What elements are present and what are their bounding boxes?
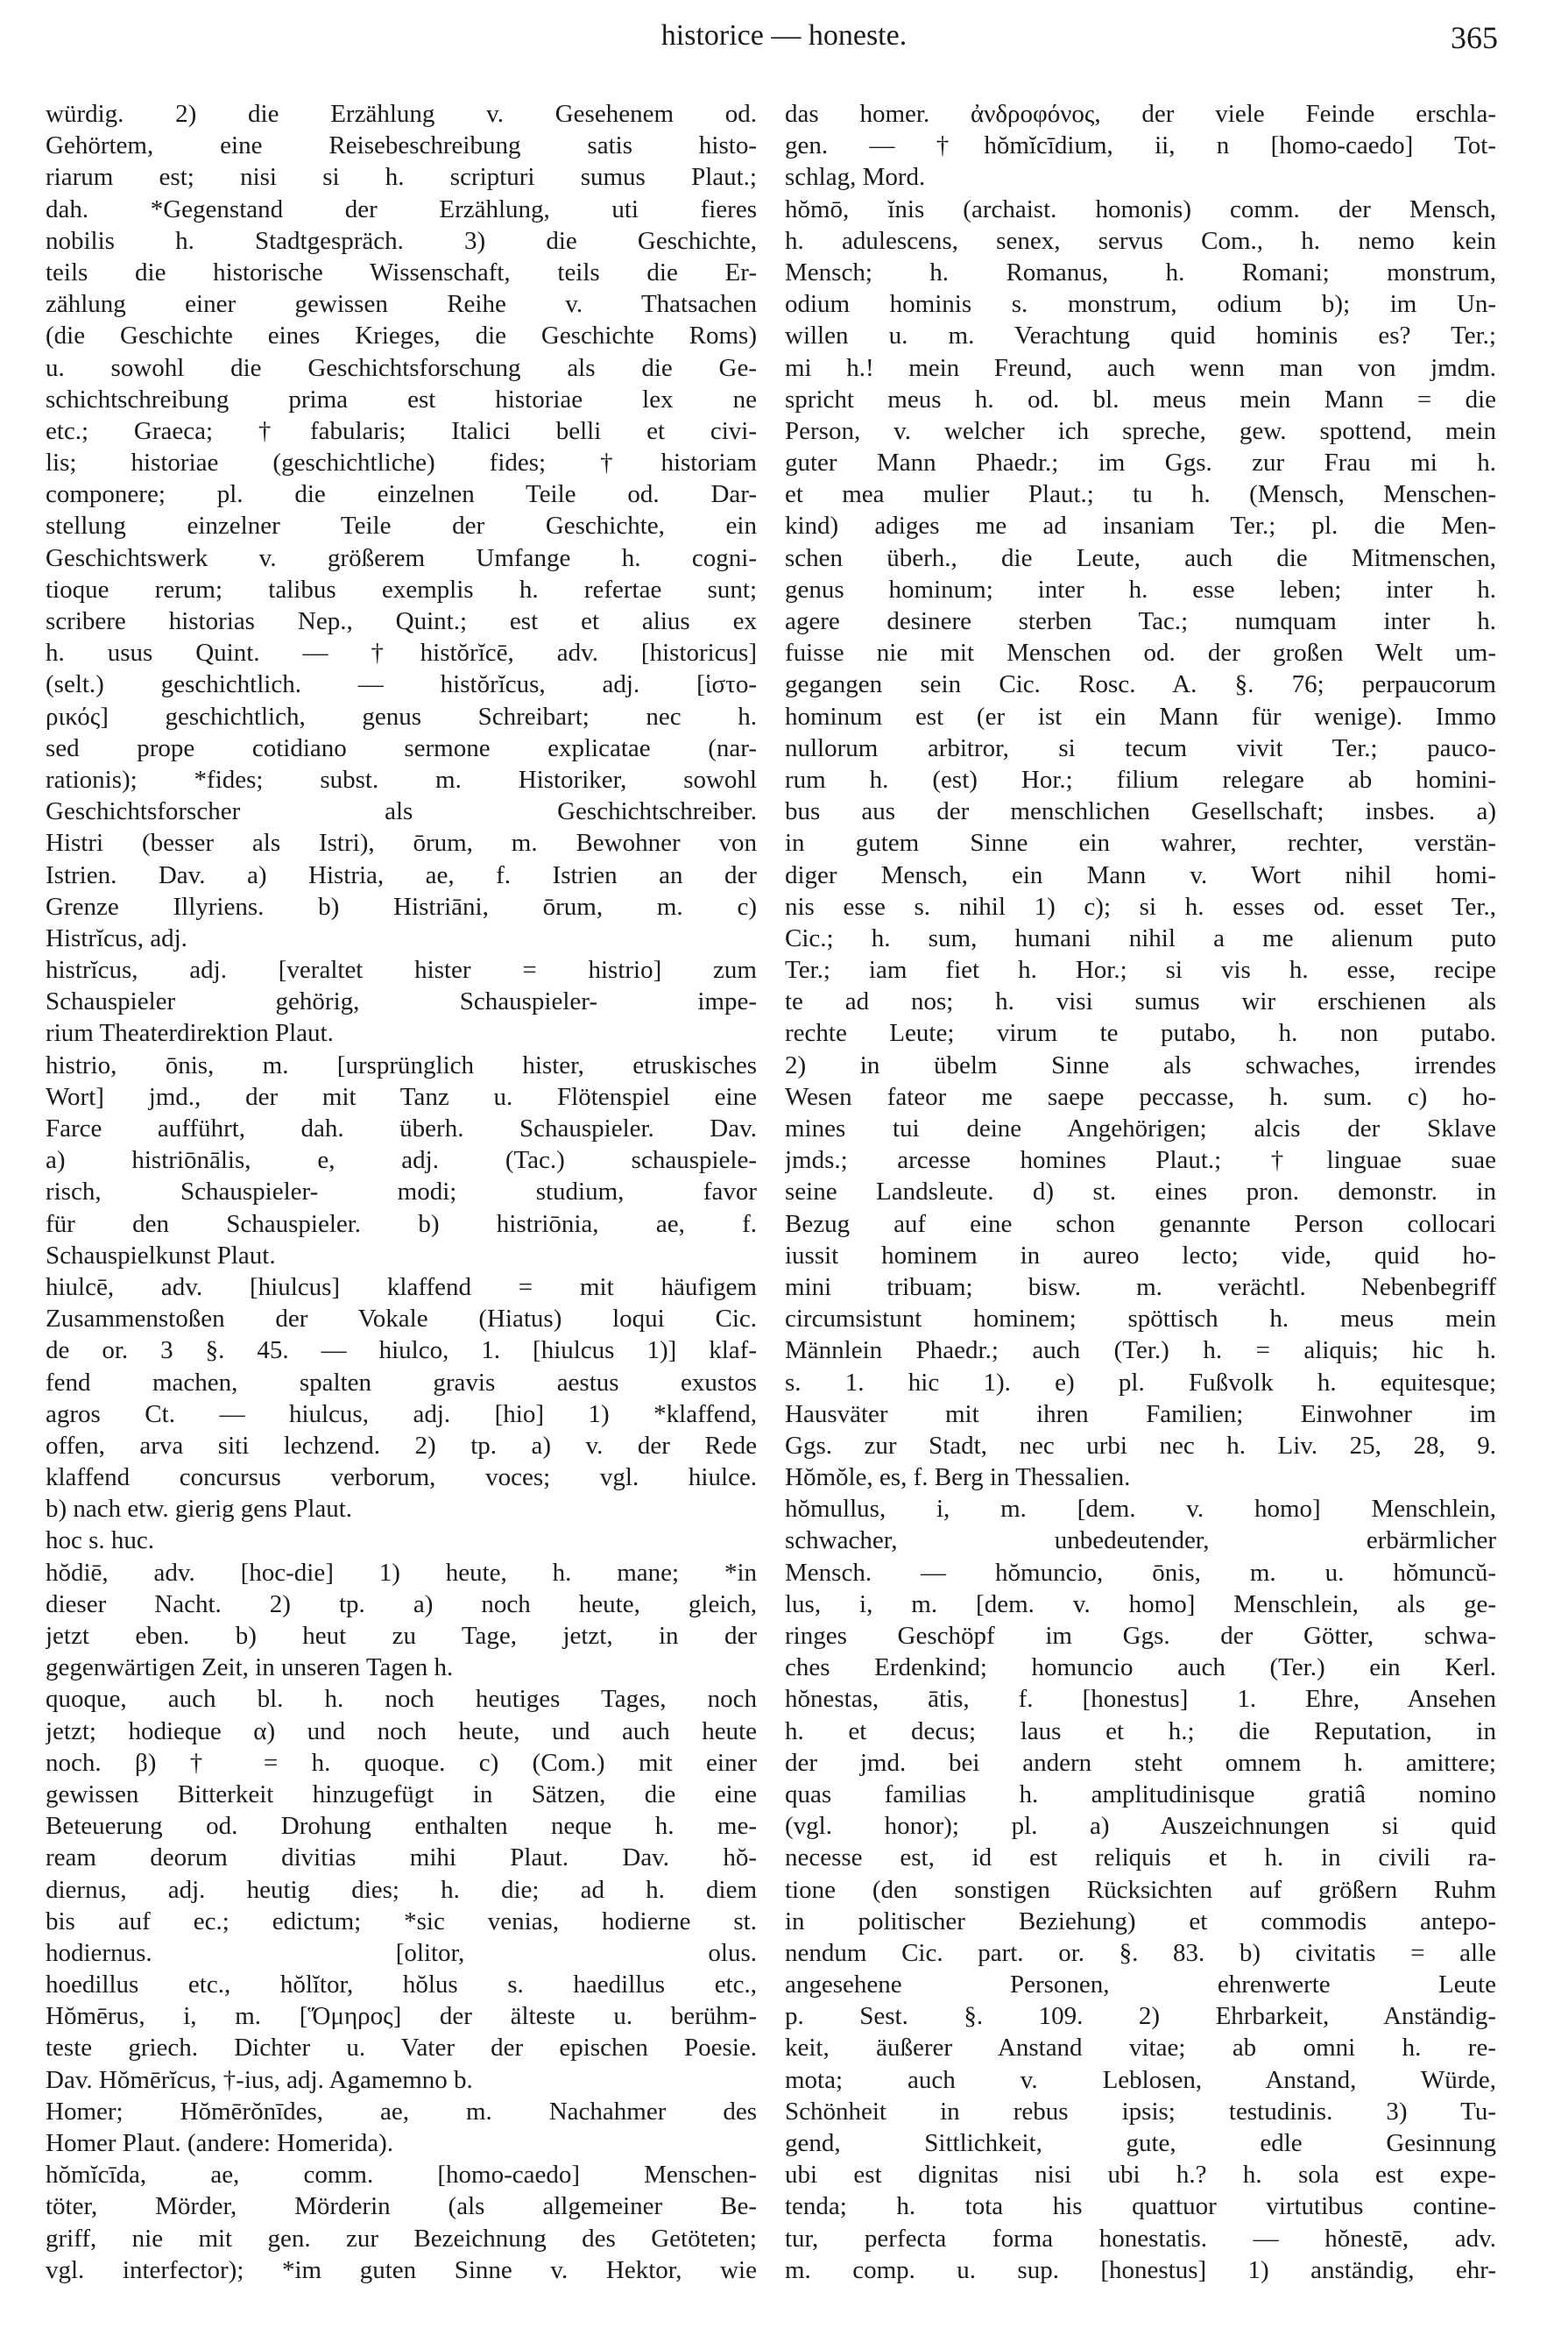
text-line: mini tribuam; bisw. m. verächtl. Nebenbegriff xyxy=(785,1272,1496,1301)
left-column xyxy=(46,98,757,2286)
text-line: Hŏmŏle, es, f. Berg in Thessalien. xyxy=(785,1463,1131,1492)
text-line: in gutem Sinne ein wahrer, rechter, verstän- xyxy=(785,829,1496,858)
text-line: h. adulescens, senex, servus Com., h. nemo kein xyxy=(785,226,1496,255)
text-line: gen. — †hŏmĭcīdium, ii, n [homo-caedo] Tot- xyxy=(785,131,1496,160)
text-line: gegenwärtigen Zeit, in unseren Tagen h. xyxy=(46,1653,454,1682)
text-line: 2) in übelm Sinne als schwaches, irrendes xyxy=(785,1051,1496,1079)
text-line: töter, Mörder, Mörderin (als allgemeiner Be- xyxy=(46,2192,757,2221)
text-line: tenda; h. tota his quattuor virtutibus contine- xyxy=(785,2192,1496,2221)
text-line: h. usus Quint. — †histŏrĭcē, adv. [historicus] xyxy=(46,639,757,668)
text-line: Dav. Hŏmērĭcus, †-ius, adj. Agamemno b. xyxy=(46,2065,473,2094)
text-line: hodiernus. [olitor, olus. xyxy=(46,1938,757,1967)
text-line: Hausväter mit ihren Familien; Einwohner im xyxy=(785,1399,1496,1428)
text-line: gegangen sein Cic. Rosc. A. §. 76; perpaucorum xyxy=(785,670,1496,699)
text-line: guter Mann Phaedr.; im Ggs. zur Frau mi h. xyxy=(785,449,1496,478)
text-line: angesehene Personen, ehrenwerte Leute xyxy=(785,1971,1496,1999)
text-line: Farce aufführt, dah. überh. Schauspieler. Dav. xyxy=(46,1114,757,1143)
text-line: hoc s. huc. xyxy=(46,1526,155,1555)
text-line: Histrĭcus, adj. xyxy=(46,923,187,952)
text-line: schwacher, unbedeutender, erbärmlicher xyxy=(785,1526,1496,1555)
page-header xyxy=(0,19,1568,63)
text-line: jmds.; arcesse homines Plaut.; †linguae suae xyxy=(785,1146,1496,1175)
text-line: Istrien. Dav. a) Histria, ae, f. Istrien an der xyxy=(46,860,757,889)
text-line: genus hominum; inter h. esse leben; inter h. xyxy=(785,575,1496,604)
text-line: sed prope cotidiano sermone explicatae (nar- xyxy=(46,733,757,762)
text-line: m. comp. u. sup. [honestus] 1) anständig, ehr- xyxy=(785,2255,1496,2284)
text-line: mines tui deine Angehörigen; alcis der Sklave xyxy=(785,1114,1496,1143)
text-line: Gehörtem, eine Reisebeschreibung satis histo- xyxy=(46,131,757,160)
text-line: hiulcē, adv. [hiulcus] klaffend = mit häufigem xyxy=(46,1272,757,1301)
text-line: h. et decus; laus et h.; die Reputation, in xyxy=(785,1716,1496,1745)
text-line: Bezug auf eine schon genannte Person collocari xyxy=(785,1209,1496,1238)
text-line: noch. β) † = h. quoque. c) (Com.) mit einer xyxy=(46,1748,757,1777)
text-line: teste griech. Dichter u. Vater der epischen Poesie. xyxy=(46,2034,757,2063)
text-line: bus aus der menschlichen Gesellschaft; insbes. a) xyxy=(785,797,1496,826)
text-line: risch, Schauspieler- modi; studium, favor xyxy=(46,1178,757,1206)
text-line: ubi est dignitas nisi ubi h.? h. sola est expe- xyxy=(785,2161,1496,2190)
text-line: Beteuerung od. Drohung enthalten neque h. me- xyxy=(46,1812,757,1841)
text-line: agros Ct. — hiulcus, adj. [hio] 1) *klaffend, xyxy=(46,1399,757,1428)
text-line: p. Sest. §. 109. 2) Ehrbarkeit, Anständig- xyxy=(785,2002,1496,2031)
text-line: mi h.! mein Freund, auch wenn man von jmdm. xyxy=(785,353,1496,382)
text-line: ches Erdenkind; homuncio auch (Ter.) ein Kerl. xyxy=(785,1653,1496,1682)
text-line: nobilis h. Stadtgespräch. 3) die Geschichte, xyxy=(46,226,757,255)
text-line: gend, Sittlichkeit, gute, edle Gesinnung xyxy=(785,2129,1496,2157)
text-line: s. 1. hic 1). e) pl. Fußvolk h. equitesque; xyxy=(785,1368,1496,1397)
text-line: jetzt; hodieque α) und noch heute, und auch heute xyxy=(46,1716,757,1745)
text-line: der jmd. bei andern steht omnem h. amittere; xyxy=(785,1748,1496,1777)
text-line: riarum est; nisi si h. scripturi sumus Plaut.; xyxy=(46,163,757,192)
text-line: Hŏmērus, i, m. [Ὅμηρος] der älteste u. berühm- xyxy=(46,2002,757,2031)
text-line: quoque, auch bl. h. noch heutiges Tages, noch xyxy=(46,1685,757,1714)
text-line: iussit hominem in aureo lecto; vide, quid ho- xyxy=(785,1241,1496,1270)
running-head: historice — honeste. xyxy=(660,19,908,52)
text-line: hŏnestas, ātis, f. [honestus] 1. Ehre, Ansehen xyxy=(785,1685,1496,1714)
text-line: rationis); *fides; subst. m. Historiker, sowohl xyxy=(46,765,757,794)
text-line: hŏdiē, adv. [hoc-die] 1) heute, h. mane; *in xyxy=(46,1558,757,1587)
page-number: 365 xyxy=(1451,20,1498,55)
text-line: nendum Cic. part. or. §. 83. b) civitatis = alle xyxy=(785,1938,1496,1967)
text-line: etc.; Graeca; †fabularis; Italici belli et civi- xyxy=(46,416,757,445)
text-line: Homer Plaut. (andere: Homerida). xyxy=(46,2129,393,2157)
text-line: te ad nos; h. visi sumus wir erschienen als xyxy=(785,987,1496,1016)
text-line: in politischer Beziehung) et commodis antepo- xyxy=(785,1907,1496,1935)
text-line: Männlein Phaedr.; auch (Ter.) h. = aliquis; hic h. xyxy=(785,1336,1496,1365)
text-line: hoedillus etc., hŏlĭtor, hŏlus s. haedillus etc., xyxy=(46,1971,757,1999)
text-line: (vgl. honor); pl. a) Auszeichnungen si quid xyxy=(785,1812,1496,1841)
text-line: gewissen Bitterkeit hinzugefügt in Sätzen, die eine xyxy=(46,1779,757,1808)
text-line: rechte Leute; virum te putabo, h. non putabo. xyxy=(785,1019,1496,1048)
text-line: et mea mulier Plaut.; tu h. (Mensch, Menschen- xyxy=(785,480,1496,509)
text-line: lus, i, m. [dem. v. homo] Menschlein, als ge- xyxy=(785,1589,1496,1618)
text-line: würdig. 2) die Erzählung v. Gesehenem od. xyxy=(46,100,757,128)
text-line: Ter.; iam fiet h. Hor.; si vis h. esse, recipe xyxy=(785,956,1496,985)
text-line: schichtschreibung prima est historiae lex ne xyxy=(46,385,757,414)
text-line: keit, äußerer Anstand vitae; ab omni h. re- xyxy=(785,2034,1496,2063)
text-line: das homer. ἀνδροφόνος, der viele Feinde erschla- xyxy=(785,100,1496,128)
text-line: hŏmullus, i, m. [dem. v. homo] Menschlein, xyxy=(785,1495,1496,1524)
text-line: klaffend concursus verborum, voces; vgl. hiulce. xyxy=(46,1463,757,1492)
text-line: offen, arva siti lechzend. 2) tp. a) v. der Rede xyxy=(46,1431,757,1460)
text-line: Mensch. — hŏmuncio, ōnis, m. u. hŏmuncŭ- xyxy=(785,1558,1496,1587)
text-line: ringes Geschöpf im Ggs. der Götter, schwa- xyxy=(785,1622,1496,1650)
text-line: ρικός] geschichtlich, genus Schreibart; nec h. xyxy=(46,702,757,731)
text-line: Mensch; h. Romanus, h. Romani; monstrum, xyxy=(785,258,1496,287)
text-line: diernus, adj. heutig dies; h. die; ad h. diem xyxy=(46,1875,757,1904)
text-line: tione (den sonstigen Rücksichten auf größern Ruhm xyxy=(785,1875,1496,1904)
text-line: tioque rerum; talibus exemplis h. refertae sunt; xyxy=(46,575,757,604)
text-line: hŏmō, ĭnis (archaist. homonis) comm. der Mensch, xyxy=(785,195,1496,223)
text-line: odium hominis s. monstrum, odium b); im Un- xyxy=(785,290,1496,319)
text-line: Ggs. zur Stadt, nec urbi nec h. Liv. 25, 28, 9. xyxy=(785,1431,1496,1460)
text-line: stellung einzelner Teile der Geschichte, ein xyxy=(46,512,757,541)
text-line: Histri (besser als Istri), ōrum, m. Bewohner von xyxy=(46,829,757,858)
text-line: Schönheit in rebus ipsis; testudinis. 3) Tu- xyxy=(785,2097,1496,2126)
text-line: Wesen fateor me saepe peccasse, h. sum. c) ho- xyxy=(785,1082,1496,1111)
right-column xyxy=(785,98,1496,2286)
text-line: necesse est, id est reliquis et h. in civili ra- xyxy=(785,1843,1496,1872)
text-line: hominum est (er ist ein Mann für wenige). Immo xyxy=(785,702,1496,731)
text-line: b) nach etw. gierig gens Plaut. xyxy=(46,1495,353,1524)
text-line: nis esse s. nihil 1) c); si h. esses od. esset Ter., xyxy=(785,892,1496,921)
text-line: ream deorum divitias mihi Plaut. Dav. hŏ- xyxy=(46,1843,757,1872)
text-line: scribere historias Nep., Quint.; est et alius ex xyxy=(46,607,757,635)
text-line: Person, v. welcher ich spreche, gew. spottend, mein xyxy=(785,416,1496,445)
text-line: Zusammenstoßen der Vokale (Hiatus) loqui Cic. xyxy=(46,1305,757,1334)
text-line: nullorum arbitror, si tecum vivit Ter.; pauco- xyxy=(785,733,1496,762)
text-line: de or. 3 §. 45. — hiulco, 1. [hiulcus 1)] klaf- xyxy=(46,1336,757,1365)
text-line: rium Theaterdirektion Plaut. xyxy=(46,1019,334,1048)
text-line: seine Landsleute. d) st. eines pron. demonstr. in xyxy=(785,1178,1496,1206)
text-line: Geschichtsforscher als Geschichtschreiber. xyxy=(46,797,757,826)
text-line: für den Schauspieler. b) histriōnia, ae, f. xyxy=(46,1209,757,1238)
text-line: dah. *Gegenstand der Erzählung, uti fieres xyxy=(46,195,757,223)
text-line: bis auf ec.; edictum; *sic venias, hodierne st. xyxy=(46,1907,757,1935)
text-line: a) histriōnālis, e, adj. (Tac.) schauspiele- xyxy=(46,1146,757,1175)
text-line: histrĭcus, adj. [veraltet hister = histrio] zum xyxy=(46,956,757,985)
text-line: griff, nie mit gen. zur Bezeichnung des Getöteten; xyxy=(46,2224,757,2253)
text-line: Homer; Hŏmērŏnīdes, ae, m. Nachahmer des xyxy=(46,2097,757,2126)
text-line: hŏmĭcīda, ae, comm. [homo-caedo] Menschen- xyxy=(46,2161,757,2190)
text-line: willen u. m. Verachtung quid hominis es? Ter.; xyxy=(785,322,1496,350)
text-line: (selt.) geschichtlich. — histŏrĭcus, adj. [ἱστο- xyxy=(46,670,757,699)
text-line: quas familias h. amplitudinisque gratiâ nomino xyxy=(785,1779,1496,1808)
text-line: schen überh., die Leute, auch die Mitmenschen, xyxy=(785,543,1496,572)
text-line: jetzt eben. b) heut zu Tage, jetzt, in der xyxy=(46,1622,757,1650)
text-line: zählung einer gewissen Reihe v. Thatsachen xyxy=(46,290,757,319)
text-line: vgl. interfector); *im guten Sinne v. Hektor, wie xyxy=(46,2255,757,2284)
text-line: componere; pl. die einzelnen Teile od. Dar- xyxy=(46,480,757,509)
text-line: teils die historische Wissenschaft, teils die Er- xyxy=(46,258,757,287)
text-line: histrio, ōnis, m. [ursprünglich hister, etruskisches xyxy=(46,1051,757,1079)
text-line: Cic.; h. sum, humani nihil a me alienum puto xyxy=(785,923,1496,952)
text-line: schlag, Mord. xyxy=(785,163,926,192)
text-line: u. sowohl die Geschichtsforschung als die Ge- xyxy=(46,353,757,382)
text-line: mota; auch v. Leblosen, Anstand, Würde, xyxy=(785,2065,1496,2094)
text-line: Schauspielkunst Plaut. xyxy=(46,1241,276,1270)
text-line: dieser Nacht. 2) tp. a) noch heute, gleich, xyxy=(46,1589,757,1618)
text-line: circumsistunt hominem; spöttisch h. meus mein xyxy=(785,1305,1496,1334)
text-line: Wort] jmd., der mit Tanz u. Flötenspiel eine xyxy=(46,1082,757,1111)
text-line: tur, perfecta forma honestatis. — hŏnestē, adv. xyxy=(785,2224,1496,2253)
text-line: (die Geschichte eines Krieges, die Geschichte Roms) xyxy=(46,322,757,350)
text-line: fend machen, spalten gravis aestus exustos xyxy=(46,1368,757,1397)
text-line: Schauspieler gehörig, Schauspieler- impe- xyxy=(46,987,757,1016)
text-line: fuisse nie mit Menschen od. der großen Welt um- xyxy=(785,639,1496,668)
text-line: diger Mensch, ein Mann v. Wort nihil homi- xyxy=(785,860,1496,889)
text-line: agere desinere sterben Tac.; numquam inter h. xyxy=(785,607,1496,635)
text-line: Grenze Illyriens. b) Histriāni, ōrum, m. c) xyxy=(46,892,757,921)
text-line: spricht meus h. od. bl. meus mein Mann = die xyxy=(785,385,1496,414)
text-line: lis; historiae (geschichtliche) fides; †historiam xyxy=(46,449,757,478)
text-line: kind) adiges me ad insaniam Ter.; pl. die Men- xyxy=(785,512,1496,541)
text-line: rum h. (est) Hor.; filium relegare ab homini- xyxy=(785,765,1496,794)
text-line: Geschichtswerk v. größerem Umfange h. cogni- xyxy=(46,543,757,572)
